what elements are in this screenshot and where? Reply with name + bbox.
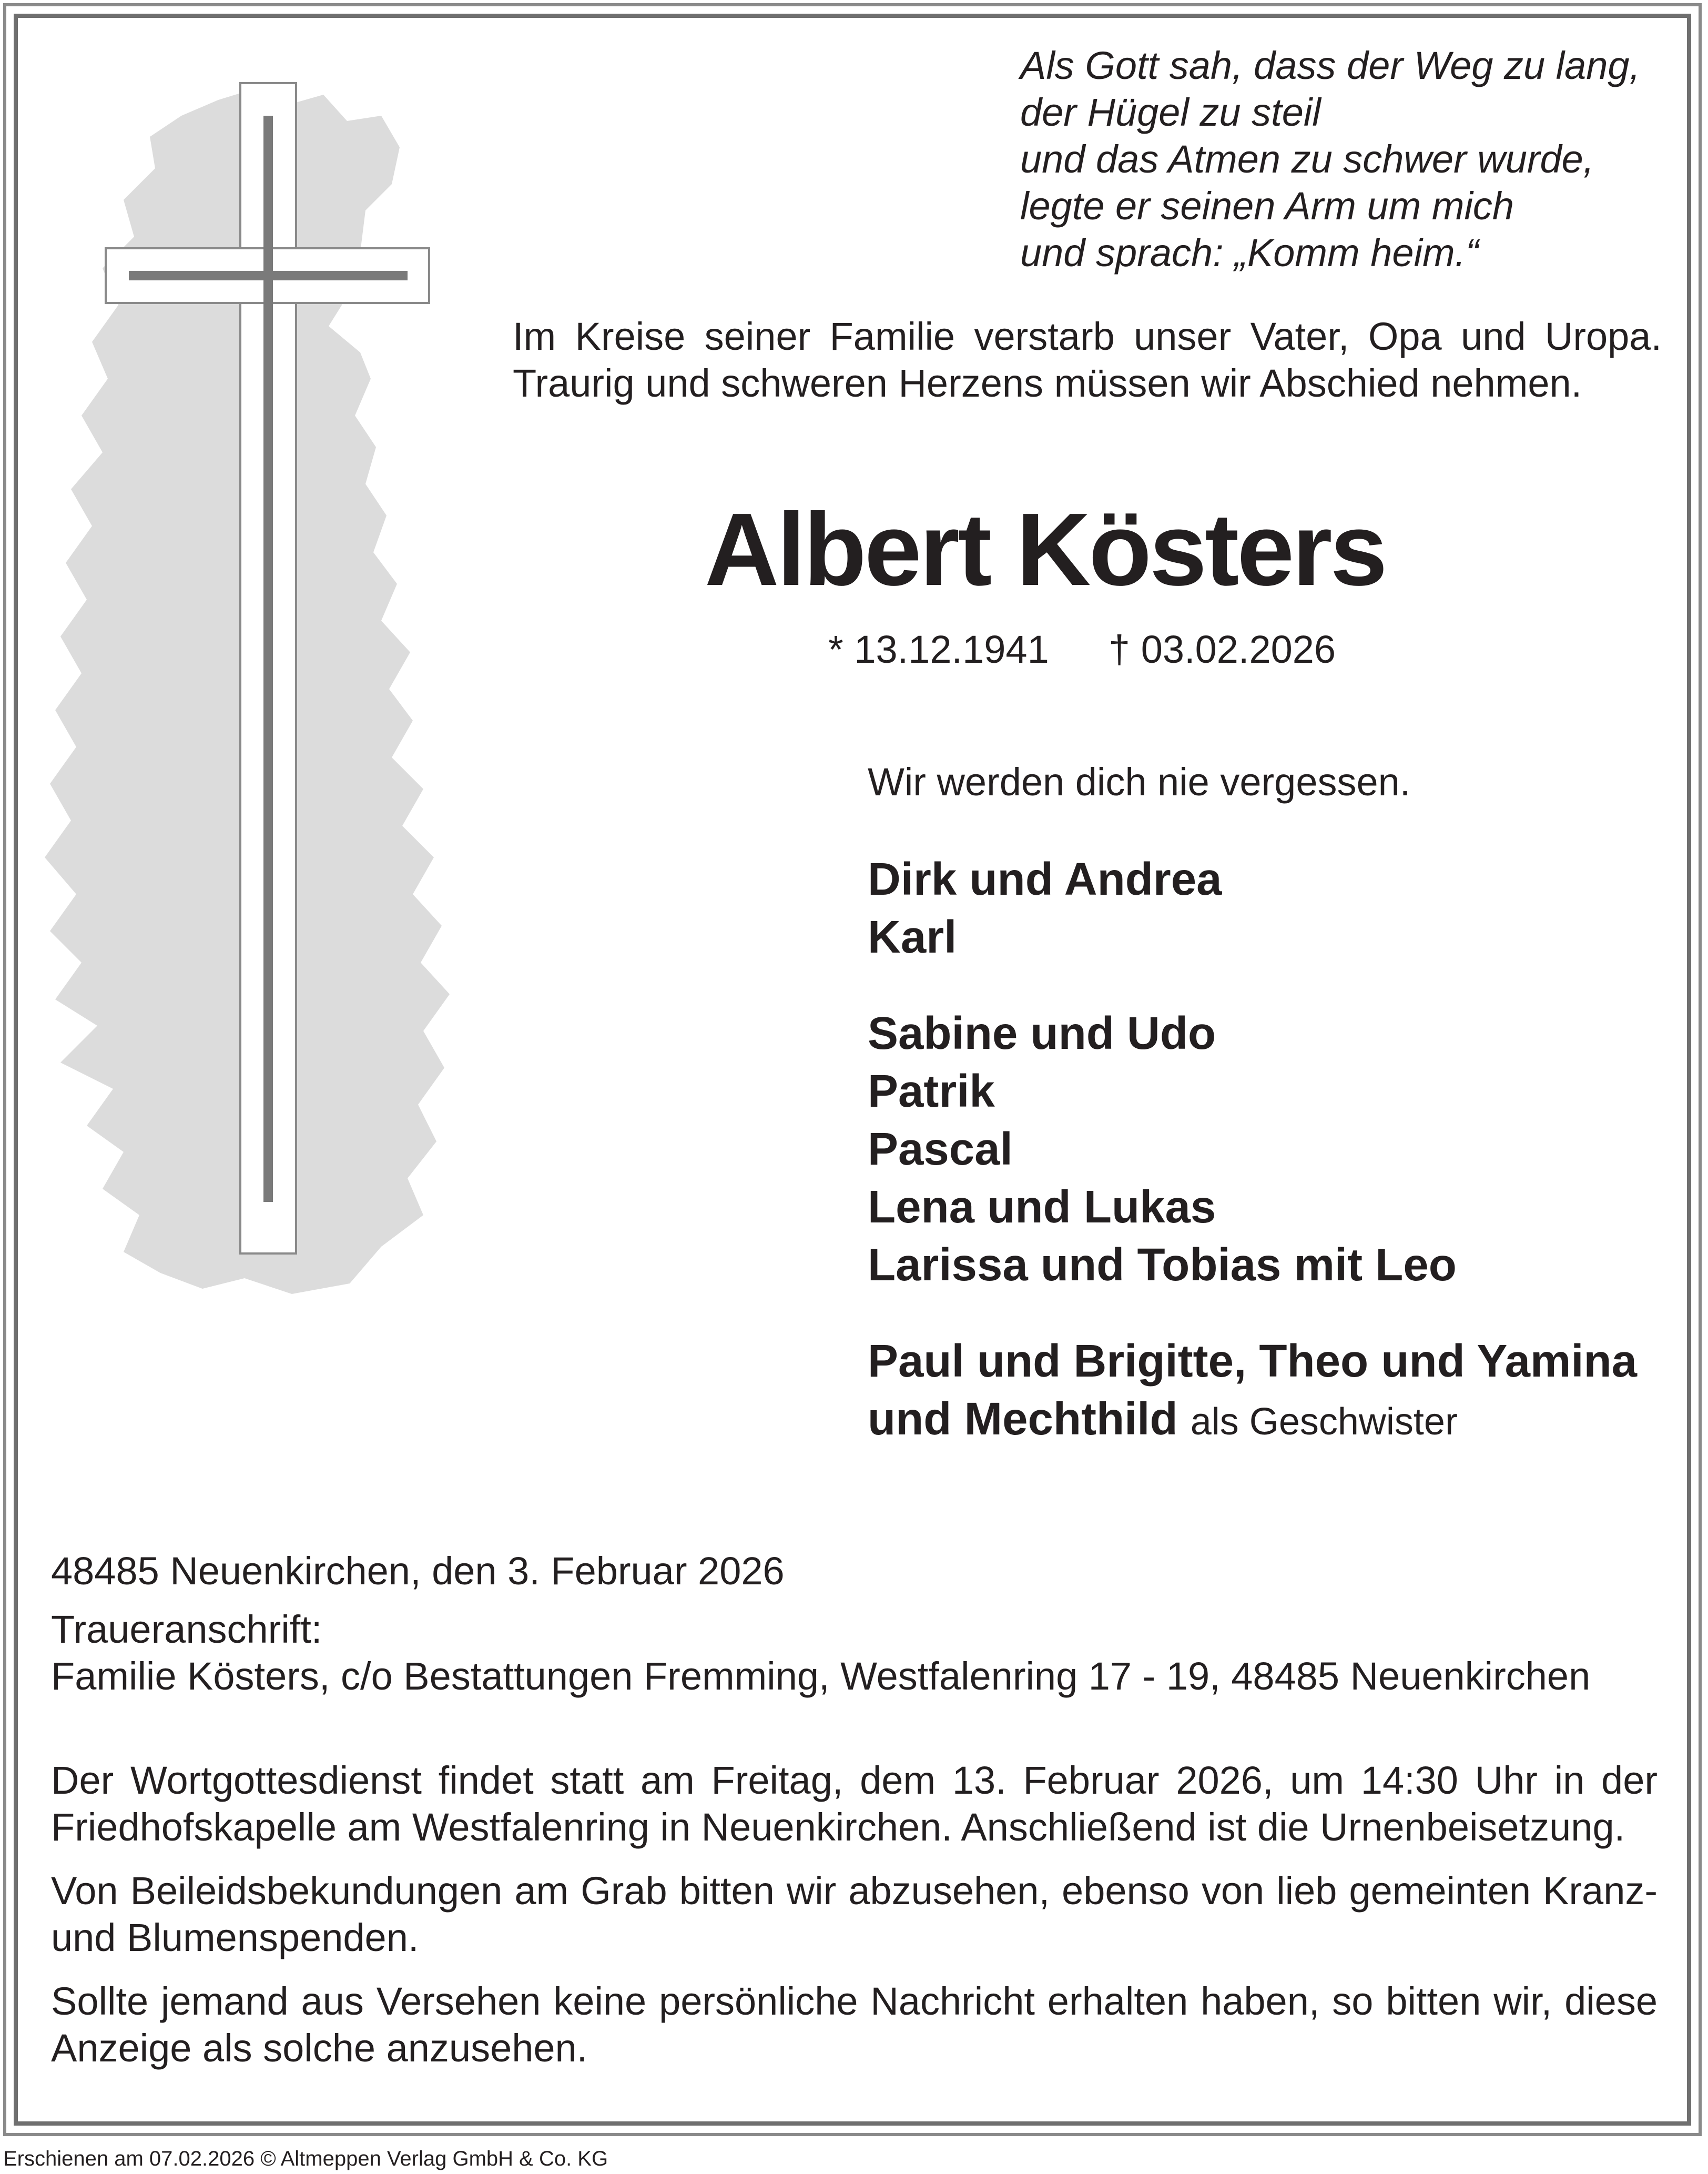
family-member: Pascal	[868, 1124, 1013, 1175]
family-member: Sabine und Udo	[868, 1008, 1216, 1059]
address-text: Familie Kösters, c/o Bestattungen Fremming, Westfalenring 17 - 19, 48485 Neuenkirchen	[51, 1654, 1591, 1698]
intro-line: Traurig und schweren Herzens müssen wir Abschied nehmen.	[513, 361, 1582, 405]
cross-icon	[45, 79, 455, 1305]
intro-text	[513, 313, 1662, 407]
siblings-relation: als Geschwister	[1190, 1401, 1458, 1443]
siblings	[868, 1332, 1637, 1451]
family-group	[868, 1005, 1457, 1294]
condolence-info: Von Beileidsbekundungen am Grab bitten wir abzusehen, ebenso von lieb gemeinten Kranz- und Blumenspenden.	[51, 1869, 1658, 1959]
siblings-name: und Mechthild	[868, 1393, 1178, 1444]
poem	[1020, 42, 1678, 276]
poem-line: und das Atmen zu schwer wurde,	[1020, 137, 1594, 181]
poem-line: legte er seinen Arm um mich	[1020, 184, 1514, 228]
family-member: Dirk und Andrea	[868, 854, 1222, 905]
intro-line: Im Kreise seiner Familie verstarb unser Vater, Opa und Uropa.	[513, 315, 1662, 358]
death-date: † 03.02.2026	[1109, 628, 1336, 671]
birth-date: * 13.12.1941	[828, 628, 1049, 671]
motto: Wir werden dich nie vergessen.	[868, 760, 1411, 804]
poem-line: Als Gott sah, dass der Weg zu lang,	[1020, 44, 1641, 87]
mourning-address	[51, 1606, 1658, 1700]
poem-line: und sprach: „Komm heim.“	[1020, 231, 1479, 275]
publication-footer: Erschienen am 07.02.2026 © Altmeppen Verlag GmbH & Co. KG	[3, 2147, 608, 2170]
address-label: Traueranschrift:	[51, 1607, 322, 1651]
service-info: Der Wortgottesdienst findet statt am Freitag, dem 13. Februar 2026, um 14:30 Uhr in der Friedhofskapelle am Westfalenring in Neuenkirchen. Anschließend ist die Urnenbeisetzung.	[51, 1758, 1658, 1849]
cross-horizontal-line	[129, 271, 408, 280]
family-group	[868, 851, 1222, 966]
poem-line: der Hügel zu steil	[1020, 90, 1321, 134]
family-member: Larissa und Tobias mit Leo	[868, 1239, 1457, 1290]
family-member: Patrik	[868, 1066, 995, 1117]
siblings-line: Paul und Brigitte, Theo und Yamina	[868, 1336, 1638, 1387]
family-member: Lena und Lukas	[868, 1181, 1216, 1232]
siblings-line	[868, 1390, 1637, 1451]
place-date: 48485 Neuenkirchen, den 3. Februar 2026	[51, 1549, 785, 1593]
notice-info: Sollte jemand aus Versehen keine persönliche Nachricht erhalten haben, so bitten wir, diese Anzeige als solche anzusehen.	[51, 1979, 1658, 2070]
deceased-name: Albert Kösters	[705, 492, 1386, 607]
family-member: Karl	[868, 912, 957, 963]
